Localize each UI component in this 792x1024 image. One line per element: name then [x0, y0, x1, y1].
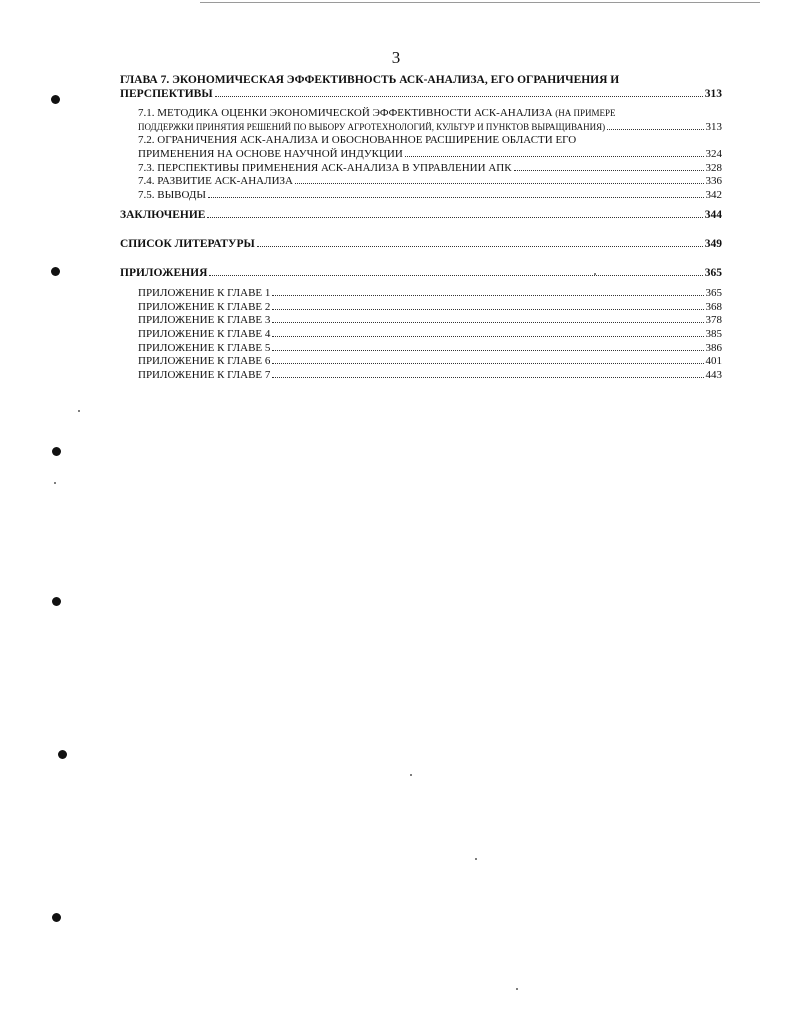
toc-page-number: 349: [704, 237, 722, 250]
toc-section-7-4-title: 7.4. РАЗВИТИЕ АСК-АНАЛИЗА: [138, 175, 293, 188]
table-of-contents: [120, 74, 722, 382]
dot-leader: [257, 246, 703, 247]
toc-section-7-3[interactable]: [120, 162, 722, 176]
toc-section-7-2[interactable]: [120, 134, 722, 161]
toc-appendices[interactable]: [120, 267, 722, 281]
toc-chapter-7[interactable]: [120, 74, 722, 101]
dot-leader: [272, 295, 703, 296]
dot-leader: [272, 377, 703, 378]
dot-leader: [272, 363, 703, 364]
toc-page-number: 336: [705, 175, 722, 188]
toc-appendix-1[interactable]: [120, 287, 722, 301]
punch-hole-2: [51, 267, 60, 276]
toc-page-number: 401: [705, 355, 722, 368]
dot-leader: [607, 129, 703, 130]
dot-leader: [295, 183, 704, 184]
scan-speck: [54, 482, 56, 484]
dot-leader: [272, 322, 703, 323]
toc-page-number: 313: [705, 120, 722, 133]
toc-chapter-7-line1: ГЛАВА 7. ЭКОНОМИЧЕСКАЯ ЭФФЕКТИВНОСТЬ АСК-АНАЛИЗА, ЕГО ОГРАНИЧЕНИЯ И: [120, 74, 620, 86]
toc-section-7-3-title: 7.3. ПЕРСПЕКТИВЫ ПРИМЕНЕНИЯ АСК-АНАЛИЗА В УПРАВЛЕНИИ АПК: [138, 161, 512, 174]
toc-appendix-title: ПРИЛОЖЕНИЕ К ГЛАВЕ 1: [138, 287, 271, 300]
toc-page-number: 385: [705, 327, 722, 340]
toc-section-7-4[interactable]: [120, 175, 722, 189]
toc-appendices-title: ПРИЛОЖЕНИЯ: [120, 266, 208, 279]
toc-chapter-7-line2: ПЕРСПЕКТИВЫ: [120, 87, 213, 100]
toc-page-number: 386: [705, 341, 722, 354]
toc-page-number: 443: [705, 368, 722, 381]
toc-page-number: 365: [705, 287, 722, 300]
toc-appendix-3[interactable]: [120, 314, 722, 328]
dot-leader: [208, 197, 703, 198]
toc-references[interactable]: [120, 238, 722, 252]
dot-leader: [514, 170, 704, 171]
toc-page-number: 313: [704, 87, 722, 100]
toc-page-number: 378: [705, 314, 722, 327]
dot-leader: [215, 96, 703, 97]
toc-section-7-5-title: 7.5. ВЫВОДЫ: [138, 188, 207, 201]
scan-speck: [410, 774, 412, 776]
punch-hole-6: [52, 913, 61, 922]
toc-appendix-2[interactable]: [120, 301, 722, 315]
dot-leader: [405, 156, 704, 157]
toc-section-7-1-line2: ПОДДЕРЖКИ ПРИНЯТИЯ РЕШЕНИЙ ПО ВЫБОРУ АГРОТЕХНОЛОГИЙ, КУЛЬТУР И ПУНКТОВ ВЫРАЩИВАНИЯ): [138, 121, 606, 132]
toc-section-7-2-line2: ПРИМЕНЕНИЯ НА ОСНОВЕ НАУЧНОЙ ИНДУКЦИИ: [138, 147, 403, 160]
toc-section-7-1-line1: 7.1. МЕТОДИКА ОЦЕНКИ ЭКОНОМИЧЕСКОЙ ЭФФЕКТИВНОСТИ АСК-АНАЛИЗА: [138, 107, 553, 120]
scan-top-rule: [200, 2, 760, 3]
toc-appendix-title: ПРИЛОЖЕНИЕ К ГЛАВЕ 3: [138, 314, 271, 327]
scan-speck: [78, 410, 80, 412]
toc-page-number: 328: [705, 161, 722, 174]
toc-page-number: 324: [705, 147, 722, 160]
punch-hole-3: [52, 447, 61, 456]
punch-hole-5: [58, 750, 67, 759]
page-number: 3: [391, 48, 401, 67]
toc-appendix-title: ПРИЛОЖЕНИЕ К ГЛАВЕ 6: [138, 355, 271, 368]
toc-conclusion-title: ЗАКЛЮЧЕНИЕ: [120, 209, 206, 222]
scan-speck: [516, 988, 518, 990]
toc-section-7-1[interactable]: [120, 107, 722, 134]
dot-leader: [272, 309, 703, 310]
toc-appendix-title: ПРИЛОЖЕНИЕ К ГЛАВЕ 7: [138, 368, 271, 381]
toc-appendix-title: ПРИЛОЖЕНИЕ К ГЛАВЕ 5: [138, 341, 271, 354]
toc-page-number: 368: [705, 300, 722, 313]
scan-speck: [594, 273, 596, 275]
punch-hole-1: [51, 95, 60, 104]
toc-references-title: СПИСОК ЛИТЕРАТУРЫ: [120, 237, 255, 250]
punch-hole-4: [52, 597, 61, 606]
toc-section-7-5[interactable]: [120, 189, 722, 203]
toc-appendix-5[interactable]: [120, 342, 722, 356]
toc-conclusion[interactable]: [120, 209, 722, 223]
toc-appendix-4[interactable]: [120, 328, 722, 342]
scan-speck: [475, 858, 477, 860]
toc-section-7-2-line1: 7.2. ОГРАНИЧЕНИЯ АСК-АНАЛИЗА И ОБОСНОВАННОЕ РАСШИРЕНИЕ ОБЛАСТИ ЕГО: [138, 134, 577, 147]
dot-leader: [272, 336, 703, 337]
toc-appendix-title: ПРИЛОЖЕНИЕ К ГЛАВЕ 4: [138, 327, 271, 340]
toc-page-number: 342: [705, 188, 722, 201]
toc-appendix-title: ПРИЛОЖЕНИЕ К ГЛАВЕ 2: [138, 300, 271, 313]
dot-leader: [207, 217, 702, 218]
toc-page-number: 365: [704, 266, 722, 279]
toc-appendix-7[interactable]: [120, 369, 722, 383]
dot-leader: [209, 275, 702, 276]
toc-page-number: 344: [704, 209, 722, 222]
dot-leader: [272, 350, 703, 351]
toc-appendix-6[interactable]: [120, 355, 722, 369]
toc-section-7-1-line1-note: (НА ПРИМЕРЕ: [555, 108, 616, 119]
